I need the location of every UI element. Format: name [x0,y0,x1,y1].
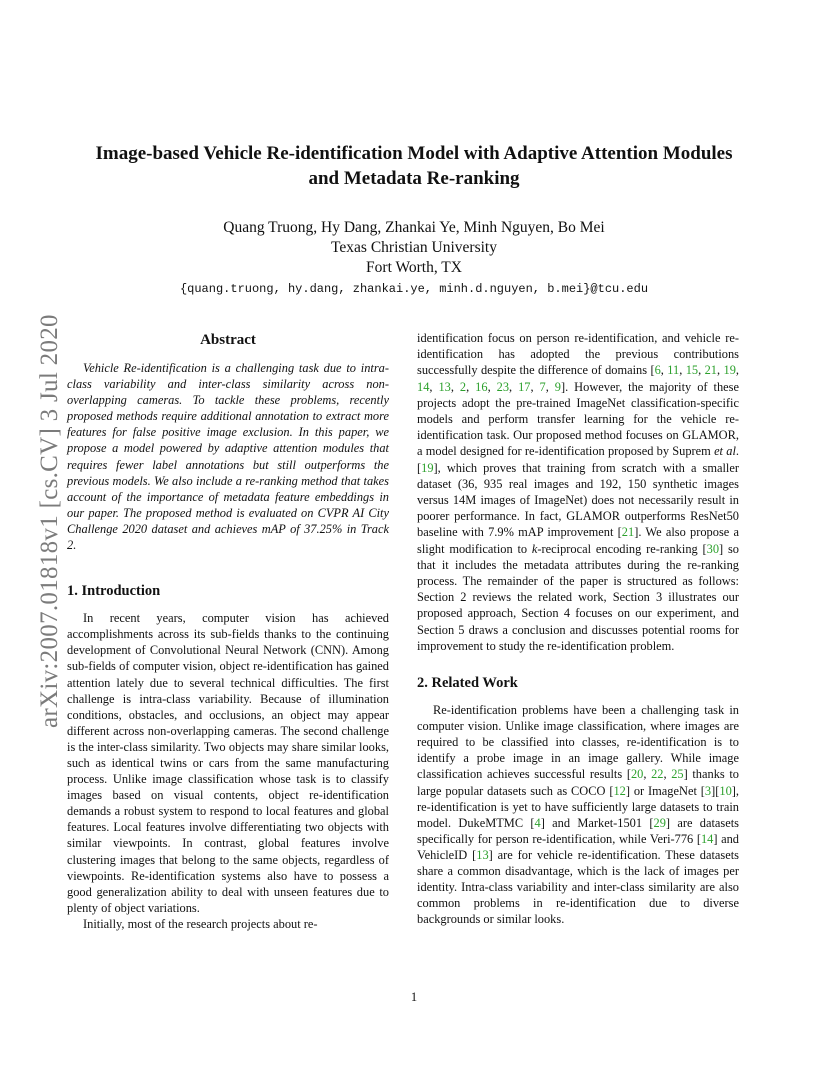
section-reference-link[interactable]: 2 [460,590,467,605]
citation-link[interactable]: 19 [421,460,434,475]
text-run: , [643,767,652,782]
text-run: . [ [417,444,739,475]
author-names: Quang Truong, Hy Dang, Zhankai Ye, Minh Nguyen, Bo Mei [223,219,605,236]
citation-link[interactable]: 17 [518,379,531,394]
section-reference-link[interactable]: 3 [655,590,663,605]
title-line-1: Image-based Vehicle Re-identification Model with Adaptive Attention Modules [95,143,733,164]
citation-separator: , [735,363,739,378]
title-line-2: and Metadata Re-ranking [308,168,520,189]
introduction-paragraph-2: Initially, most of the research projects about re- [83,916,318,931]
text-run: ], which proves that training from scratch with a smaller dataset (36, 935 real images and 192, 150 synthetic images versus 14M images of ImageNet) does not necessarily result in poorer performance. In fact, GLAMOR outperforms ResNet50 baseline with 7.9% mAP improvement [ [417,460,739,540]
text-run: ]. We also propose a slight modification to [417,525,739,556]
citation-link[interactable]: 3 [704,783,712,798]
text-run: -reciprocal encoding re-ranking [ [537,541,707,556]
location: Fort Worth, TX [366,259,462,276]
citation-separator: , [545,379,555,394]
abstract-text: Vehicle Re-identification is a challenging task due to intra-class variability and inter-class similarity across non-overlapping cameras. To tackle these problems, recently proposed methods require additional annotation to extract more features for false positive image exclusion. In this paper, we propose a model powered by adaptive attention modules that requires fewer label annotations but still outperforms the previous models. We also include a re-ranking method that takes account of the importance of metadata feature embeddings in our paper. The proposed method is evaluated on CVPR AI City Challenge 2020 dataset and achieves mAP of 37.25% in Track 2. [67,361,389,553]
text-run: Re-identification problems have been a challenging task in computer vision. Unlike image classification, where images are required to be classified into classes, re-identification is to identify a probe image in an image gallery. While image classification achieves successful results [ [417,703,739,782]
section-reference-link[interactable]: 5 [458,622,465,637]
introduction-continuation [417,330,739,654]
citation-link[interactable]: 13 [438,379,451,394]
author-emails: {quang.truong, hy.dang, zhankai.ye, minh.d.nguyen, b.mei}@tcu.edu [179,282,649,296]
citation-link[interactable]: 14 [700,831,714,846]
text-run: ] and VehicleID [ [417,831,739,862]
citation-separator: , [530,379,540,394]
text-run: identification focus on person re-identification, and vehicle re-identification has adopted the previous contributions successfully despite the difference of domains [ [417,331,739,378]
right-column [417,330,739,927]
introduction-paragraph-1: In recent years, computer vision has achieved accomplishments across its sub-fields thanks to the continuing development of Convolutional Neural Network (CNN). Among sub-fields of computer vision, object re-identification has gained attention lately due to several technical difficulties. The first challenge is intra-class variability. Because of illumination conditions, obstacles, and occlusions, an object may appear different across non-overlapping cameras. The second challenge is the inter-class similarity. Two objects may share similar looks, such as identical twins or cars from the same manufacturing process. Unlike image classification whose task is to classify images based on visual contents, object re-identification demands a robust system to respond to local features and global features. Local features involve differentiating two objects with similar viewpoints. In contrast, global features involve clustering images that belong to the same objects, regardless of viewpoints. Re-identification systems also have to possess a good generalization ability to deal with unseen features due to plenty of object variations. [67,611,389,915]
citation-separator: , [660,363,668,378]
text-run: ] are for vehicle re-identification. These datasets share a common disadvantage, which is the lack of images per identity. Intra-class variability and inter-class similarity are also common problems in re-identification due to diverse backgrounds or similar looks. [417,847,739,927]
text-run-italic: et al [714,444,736,459]
citation-separator: , [429,379,439,394]
citation-link[interactable]: 19 [723,363,736,378]
text-run: ] thanks to large popular datasets such as COCO [ [417,767,739,798]
citation-link[interactable]: 29 [653,815,666,830]
arxiv-identifier: arXiv:2007.01818v1 [cs.CV] 3 Jul 2020 [36,314,63,728]
citation-link[interactable]: 13 [476,847,489,862]
text-run-italic: k [531,541,538,556]
text-run: reviews the related work, Section [466,590,656,605]
text-run: ] and Market-1501 [ [540,815,654,830]
citation-link[interactable]: 7 [539,379,546,394]
citation-link[interactable]: 14 [417,379,430,394]
citation-link[interactable]: 16 [475,379,488,394]
citation-link[interactable]: 21 [704,363,717,378]
citation-separator: , [717,363,724,378]
paper-title [60,141,768,191]
text-run: ] or ImageNet [ [625,783,705,798]
citation-separator: , [698,363,705,378]
citation-separator: , [509,379,519,394]
text-run: ] so that it includes the metadata attributes during the re-ranking process. The remainder of the paper is structured as follows: Section [417,541,739,605]
citation-link[interactable]: 15 [685,363,699,378]
text-run: ][ [711,783,720,798]
text-run: , [663,767,672,782]
related-work-paragraph [417,702,739,927]
affiliation: Texas Christian University [331,239,497,256]
section-heading-introduction: 1. Introduction [67,583,161,600]
text-run: ], re-identification is yet to have sufficiently large datasets to train model. DukeMTMC [ [417,783,739,830]
text-run: focuses on our experiment, and Section [417,606,739,637]
citation-link[interactable]: 23 [496,379,510,394]
citation-link[interactable]: 4 [534,815,541,830]
section-heading-related-work: 2. Related Work [417,675,518,692]
citation-separator: , [466,379,476,394]
citation-link[interactable]: 30 [706,541,720,556]
citation-link[interactable]: 22 [651,767,664,782]
citation-link[interactable]: 9 [554,379,561,394]
citation-link[interactable]: 11 [667,363,680,378]
citation-link[interactable]: 21 [621,525,635,540]
text-run: draws a conclusion and discusses potential rooms for improvement to study the re-identification problem. [417,622,739,653]
citation-link[interactable]: 10 [719,783,732,798]
citation-link[interactable]: 12 [613,783,626,798]
citation-link[interactable]: 6 [654,363,661,378]
text-run: ]. However, the majority of these projects adopt the pre-trained ImageNet classification-specific models and perform transfer learning for the vehicle re-identification task. Our proposed method focuses on GLAMOR, a model designed for re-identification proposed by Suprem [417,379,739,459]
citation-separator: , [487,379,497,394]
left-column [67,330,389,932]
citation-separator: , [450,379,460,394]
citation-link[interactable]: 2 [459,379,467,394]
text-run: illustrates our proposed approach, Section [417,590,739,621]
text-run: ] are datasets specifically for person re-identification, while Veri-776 [ [417,815,740,846]
abstract-heading: Abstract [200,332,256,348]
section-reference-link[interactable]: 4 [563,606,571,621]
author-block [60,218,768,299]
page-number: 1 [410,990,418,1004]
citation-separator: , [679,363,686,378]
citation-link[interactable]: 20 [630,767,644,782]
citation-link[interactable]: 25 [671,767,684,782]
